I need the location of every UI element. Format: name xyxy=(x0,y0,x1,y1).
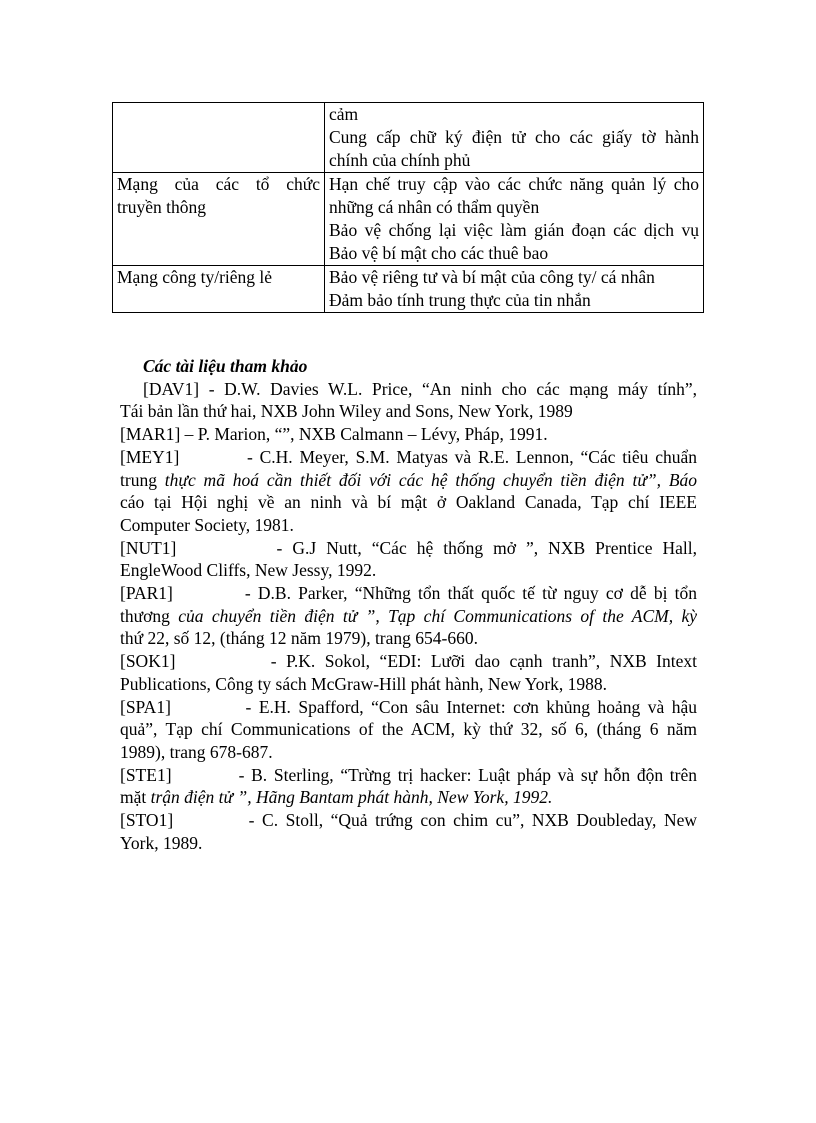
cell-line: Cung cấp chữ ký điện tử cho các giấy tờ hành xyxy=(329,127,699,147)
reference-line: cáo tại Hội nghị về an ninh và bí mật ở Oakland Canada, Tạp chí IEEE xyxy=(120,492,697,513)
reference-line: Publications, Công ty sách McGraw-Hill phát hành, New York, 1988. xyxy=(120,673,608,694)
reference-key: [STO1] xyxy=(120,810,174,831)
reference-text: trận điện tử ”, Hãng Bantam phát hành, New York, 1992. xyxy=(150,787,553,808)
table-row xyxy=(113,173,704,266)
reference-text: mặt xyxy=(120,787,147,808)
reference-line: Computer Society, 1981. xyxy=(120,514,294,535)
table-cell xyxy=(325,103,704,173)
reference-text: trung xyxy=(120,469,157,490)
reference-line: [MAR1] – P. Marion, “”, NXB Calmann – Lévy, Pháp, 1991. xyxy=(120,424,548,445)
reference-key: [SPA1] xyxy=(120,696,171,717)
reference-key: [MEY1] xyxy=(120,446,180,467)
cell-line: truyền thông xyxy=(117,197,206,217)
reference-line xyxy=(120,809,697,832)
reference-line: quả”, Tạp chí Communications of the ACM, kỳ thứ 32, số 6, (tháng 6 năm xyxy=(120,719,697,740)
reference-text: - B. Sterling, “Trừng trị hacker: Luật pháp và sự hỗn độn trên xyxy=(238,764,698,785)
cell-line: cảm xyxy=(329,104,359,124)
reference-text: của chuyển tiền điện tử ”, Tạp chí Communications of the ACM, kỳ xyxy=(178,605,697,626)
table-row xyxy=(113,103,704,173)
reference-text: - C.H. Meyer, S.M. Matyas và R.E. Lennon, “Các tiêu chuẩn xyxy=(247,446,697,467)
reference-line: thứ 22, số 12, (tháng 12 năm 1979), trang 654-660. xyxy=(120,628,478,649)
reference-line: EngleWood Cliffs, New Jessy, 1992. xyxy=(120,560,377,581)
reference-line xyxy=(120,537,697,560)
reference-line xyxy=(120,786,697,809)
cell-line: Hạn chế truy cập vào các chức năng quản lý cho xyxy=(329,174,699,194)
reference-key: [STE1] xyxy=(120,764,172,785)
reference-line xyxy=(120,696,697,719)
reference-line xyxy=(120,605,697,628)
table-cell xyxy=(113,266,325,313)
reference-text: - P.K. Sokol, “EDI: Lưỡi dao cạnh tranh”, NXB Intext xyxy=(270,651,697,672)
cell-line: chính của chính phủ xyxy=(329,150,471,170)
document-table xyxy=(112,102,704,313)
reference-line xyxy=(120,650,697,673)
table-cell xyxy=(113,173,325,266)
cell-line: Đảm bảo tính trung thực của tin nhắn xyxy=(329,290,591,310)
reference-line: [DAV1] - D.W. Davies W.L. Price, “An ninh cho các mạng máy tính”, xyxy=(143,378,697,399)
reference-text: - D.B. Parker, “Những tổn thất quốc tế từ nguy cơ dễ bị tổn xyxy=(244,583,697,604)
reference-text: - G.J Nutt, “Các hệ thống mở ”, NXB Prentice Hall, xyxy=(276,537,698,558)
reference-line xyxy=(120,764,697,787)
reference-line xyxy=(120,469,697,492)
reference-key: [SOK1] xyxy=(120,651,176,672)
reference-key: [PAR1] xyxy=(120,583,173,604)
cell-line: Mạng công ty/riêng lẻ xyxy=(117,267,273,287)
reference-line: Tái bản lần thứ hai, NXB John Wiley and Sons, New York, 1989 xyxy=(120,401,573,422)
references-title: Các tài liệu tham khảo xyxy=(143,356,308,376)
references-section xyxy=(120,355,697,854)
table-cell xyxy=(113,103,325,173)
reference-text: - C. Stoll, “Quả trứng con chim cu”, NXB Doubleday, New xyxy=(248,810,697,831)
reference-line xyxy=(120,582,697,605)
reference-line: York, 1989. xyxy=(120,832,203,853)
reference-text: - E.H. Spafford, “Con sâu Internet: cơn khủng hoảng và hậu xyxy=(245,696,697,717)
table-cell xyxy=(325,266,704,313)
cell-line: Bảo vệ chống lại việc làm gián đoạn các dịch vụ xyxy=(329,220,699,240)
cell-line: Bảo vệ riêng tư và bí mật của công ty/ cá nhân xyxy=(329,267,655,287)
reference-line: 1989), trang 678-687. xyxy=(120,741,273,762)
reference-key: [NUT1] xyxy=(120,537,177,558)
cell-line: Bảo vệ bí mật cho các thuê bao xyxy=(329,243,549,263)
cell-line: những cá nhân có thẩm quyền xyxy=(329,197,540,217)
table-row xyxy=(113,266,704,313)
cell-line: Mạng của các tổ chức xyxy=(117,174,320,194)
reference-text: thực mã hoá cần thiết đối với các hệ thống chuyển tiền điện tử”, Báo xyxy=(164,469,698,490)
table-cell xyxy=(325,173,704,266)
reference-text: thương xyxy=(120,605,170,626)
reference-line xyxy=(120,446,697,469)
